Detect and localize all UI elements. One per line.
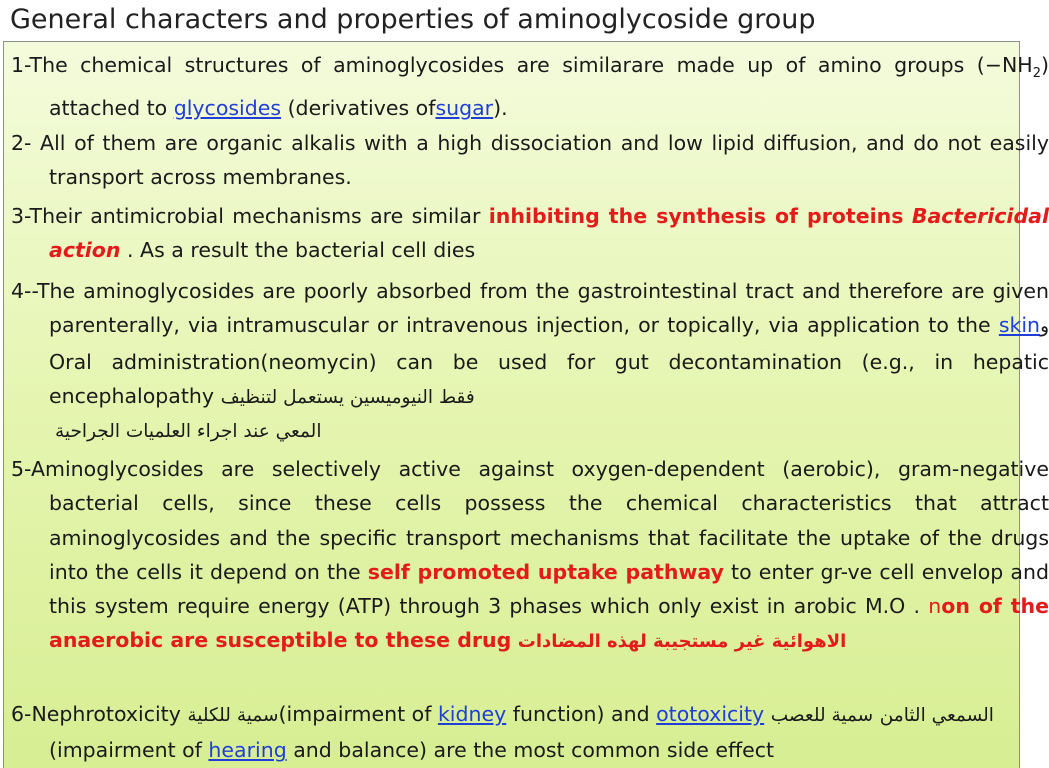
arabic-nephro: سمية للكلية	[187, 705, 279, 726]
point-5	[11, 452, 1049, 660]
point-4-text-b: Oral administration(neomycin) can be used for gut decontamination (e.g., in hepatic encephalopathy	[49, 349, 1049, 408]
sugar-link[interactable]: sugar	[435, 96, 494, 121]
point-3	[11, 199, 1049, 268]
ototoxicity-link[interactable]: ototoxicity	[656, 702, 765, 726]
point-3-text-b: . As a result the bacterial cell dies	[120, 238, 476, 263]
self-promoted-uptake-highlight: self promoted uptake pathway	[367, 559, 724, 584]
point-6	[11, 697, 1049, 768]
point-2	[11, 126, 1049, 195]
glycosides-link[interactable]: glycosides	[173, 96, 282, 121]
point-5-text-b: to enter gr-ve cell envelop and this system require energy (ATP) through 3 phases which only exist in arobic M.O .	[49, 559, 1049, 619]
point-4-text: 4--The aminoglycosides are poorly absorbed from the gastrointestinal tract and therefore are given parenterally, via intramuscular or intravenous injection, or topically, via application to the	[11, 279, 1049, 338]
nh2-subscript: 2	[1032, 66, 1041, 82]
point-5-text: 5-Aminoglycosides are selectively active against oxygen-dependent (aerobic), gram-negative bacterial cells, since these cells possess the chemical characteristics that attract aminoglycosides and the specific transport mechanisms that facilitate the uptake of the drugs into the cells it depend on the	[11, 457, 1049, 584]
point-3-text: 3-Their antimicrobial mechanisms are similar	[11, 204, 489, 228]
point-1-text-b: ) attached to	[49, 53, 1049, 121]
none-letter-n: n	[928, 594, 942, 619]
slide-title: General characters and properties of aminoglycoside group	[10, 4, 816, 35]
point-6-text-c: function) and	[506, 702, 657, 726]
bactericidal-action-highlight: Bactericidal action	[49, 204, 1049, 263]
arabic-note-line-1: فقط النيوميسين يستعمل لتنظيف	[220, 386, 475, 408]
arabic-nerve: سمية للعصب	[770, 705, 874, 726]
skin-link[interactable]: skin	[998, 313, 1041, 338]
point-6-text-d: (impairment of	[49, 738, 209, 763]
point-1	[11, 48, 1049, 126]
point-6-text-e: and balance) are the most common side effect	[286, 738, 775, 763]
arabic-anaerobic-note: الاهوائية غير مستجيبة لهذه المضادات	[517, 631, 847, 653]
point-6-text: 6-Nephrotoxicity	[11, 702, 188, 726]
point-4	[11, 274, 1049, 449]
content-box	[3, 41, 1049, 768]
protein-synthesis-highlight: inhibiting the synthesis of proteins	[488, 204, 904, 228]
arabic-note-line-2: المعي عند اجراء العلميات الجراحية	[55, 421, 322, 443]
kidney-link[interactable]: kidney	[437, 702, 507, 726]
arabic-and: و	[1040, 316, 1049, 338]
point-1-text: 1-The chemical structures of aminoglycosides are similarare made up of amino groups (−NH	[11, 53, 1033, 77]
point-2-text: 2- All of them are organic alkalis with a high dissociation and low lipid diffusion, and do not easily transport across membranes.	[11, 131, 1049, 190]
point-1-text-d: ).	[493, 96, 508, 121]
point-6-text-b: (impairment of	[278, 702, 438, 726]
point-1-text-c: (derivatives of	[281, 96, 436, 121]
anaerobic-highlight: on of the anaerobic are susceptible to these drug	[49, 594, 1049, 653]
hearing-link[interactable]: hearing	[208, 738, 287, 763]
arabic-eighth: السمعي الثامن	[879, 705, 994, 726]
